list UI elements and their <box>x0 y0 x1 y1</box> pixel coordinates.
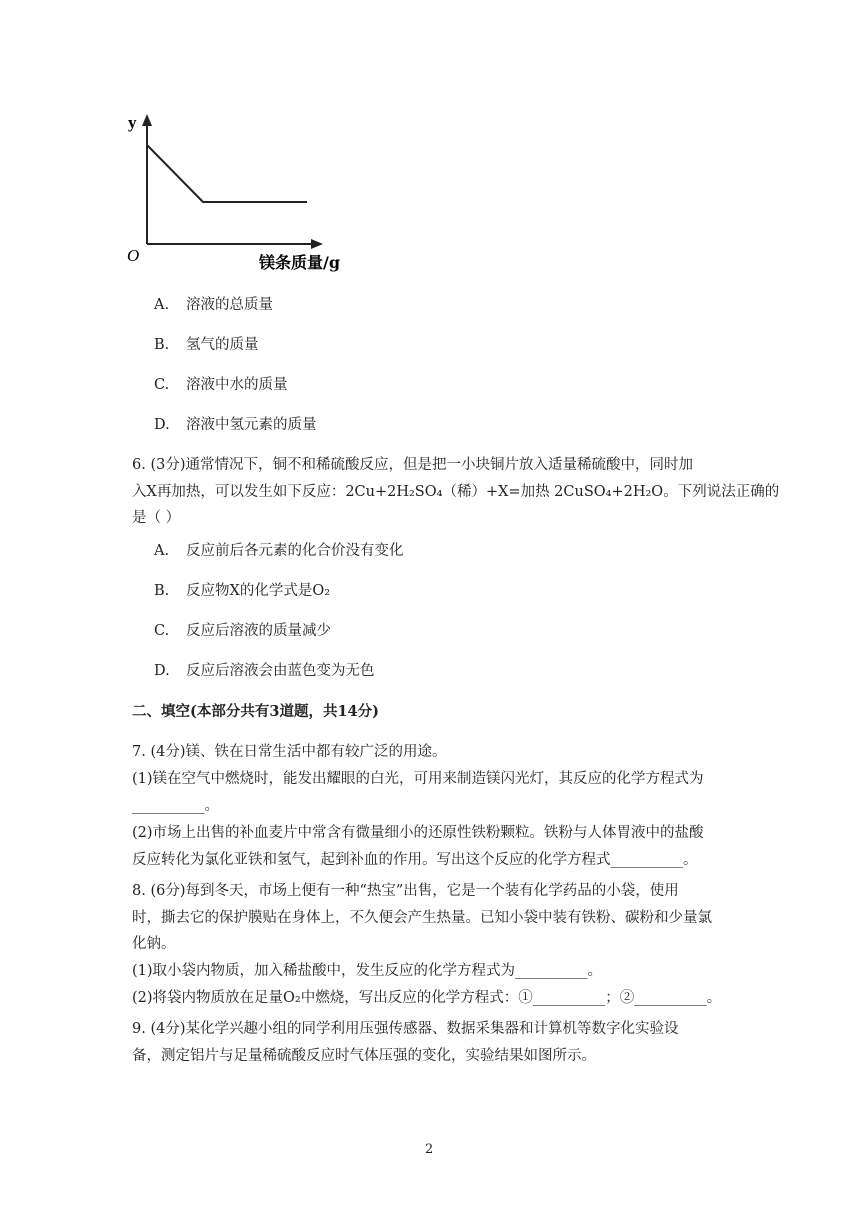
q7-line-2: (1)镁在空气中燃烧时，能发出耀眼的白光，可用来制造镁闪光灯，其反应的化学方程式为 <box>132 771 704 787</box>
q9-line-2: 备，测定铝片与足量稀硫酸反应时气体压强的变化，实验结果如图所示。 <box>132 1048 596 1064</box>
page-number: 2 <box>425 1142 434 1157</box>
q7-line-5: 反应转化为氯化亚铁和氢气，起到补血的作用。写出这个反应的化学方程式__________。 <box>132 852 698 868</box>
magnesium-mass-graph <box>125 112 365 277</box>
option-text: 溶液中水的质量 <box>186 377 288 393</box>
q8-line-3: 化钠。 <box>132 936 176 952</box>
option-letter: A. <box>154 543 170 559</box>
q6-option-c <box>154 621 331 641</box>
option-text: 溶液中氢元素的质量 <box>186 417 317 433</box>
option-text: 氢气的质量 <box>186 337 259 353</box>
y-axis-label: y <box>128 113 137 132</box>
option-text: 反应后溶液会由蓝色变为无色 <box>186 663 375 679</box>
q9-line-1: 9. (4分)某化学兴趣小组的同学利用压强传感器、数据采集器和计算机等数字化实验设 <box>132 1021 679 1037</box>
option-letter: B. <box>154 337 170 353</box>
q5-option-b <box>154 335 259 355</box>
q6-option-a <box>154 541 404 561</box>
q8-line-1: 8. (6分)每到冬天，市场上便有一种“热宝”出售，它是一个装有化学药品的小袋，使用 <box>132 883 679 899</box>
q8-line-5: (2)将袋内物质放在足量O₂中燃烧，写出反应的化学方程式：①__________；②__________。 <box>132 990 722 1006</box>
q7-line-1: 7. (4分)镁、铁在日常生活中都有较广泛的用途。 <box>132 744 447 760</box>
q8-line-2: 时，撕去它的保护膜贴在身体上，不久便会产生热量。已知小袋中装有铁粉、碳粉和少量氯 <box>132 910 712 926</box>
option-letter: D. <box>154 417 170 433</box>
x-axis-arrow <box>311 239 323 249</box>
q6-option-d <box>154 661 375 681</box>
q5-option-a <box>154 295 273 315</box>
q8-line-4: (1)取小袋内物质，加入稀盐酸中，发生反应的化学方程式为__________。 <box>132 963 603 979</box>
q5-option-d <box>154 415 317 435</box>
option-letter: D. <box>154 663 170 679</box>
x-axis-label: 镁条质量/g <box>259 253 341 272</box>
data-line <box>147 145 307 202</box>
option-letter: A. <box>154 297 170 313</box>
q7-line-3: __________。 <box>132 798 219 814</box>
option-text: 反应物X的化学式是O₂ <box>186 583 331 599</box>
option-text: 反应后溶液的质量减少 <box>186 623 331 639</box>
option-text: 反应前后各元素的化合价没有变化 <box>186 543 404 559</box>
option-letter: B. <box>154 583 170 599</box>
y-axis-arrow <box>142 114 152 126</box>
q6-line-3: 是（ ） <box>132 510 181 526</box>
q6-line-2: 入X再加热，可以发生如下反应：2Cu+2H₂SO₄（稀）+X=加热 2CuSO₄+2H₂O。下列说法正确的 <box>132 484 780 500</box>
origin-label: O <box>127 246 140 265</box>
q6-option-b <box>154 581 330 601</box>
option-letter: C. <box>154 623 170 639</box>
q5-option-c <box>154 375 288 395</box>
section-2-title: 二、填空(本部分共有3道题，共14分) <box>132 703 379 720</box>
option-letter: C. <box>154 377 170 393</box>
q7-line-4: (2)市场上出售的补血麦片中常含有微量细小的还原性铁粉颗粒。铁粉与人体胃液中的盐酸 <box>132 825 704 841</box>
option-text: 溶液的总质量 <box>186 297 273 313</box>
q6-line-1: 6. (3分)通常情况下，铜不和稀硫酸反应，但是把一小块铜片放入适量稀硫酸中，同时加 <box>132 457 693 473</box>
